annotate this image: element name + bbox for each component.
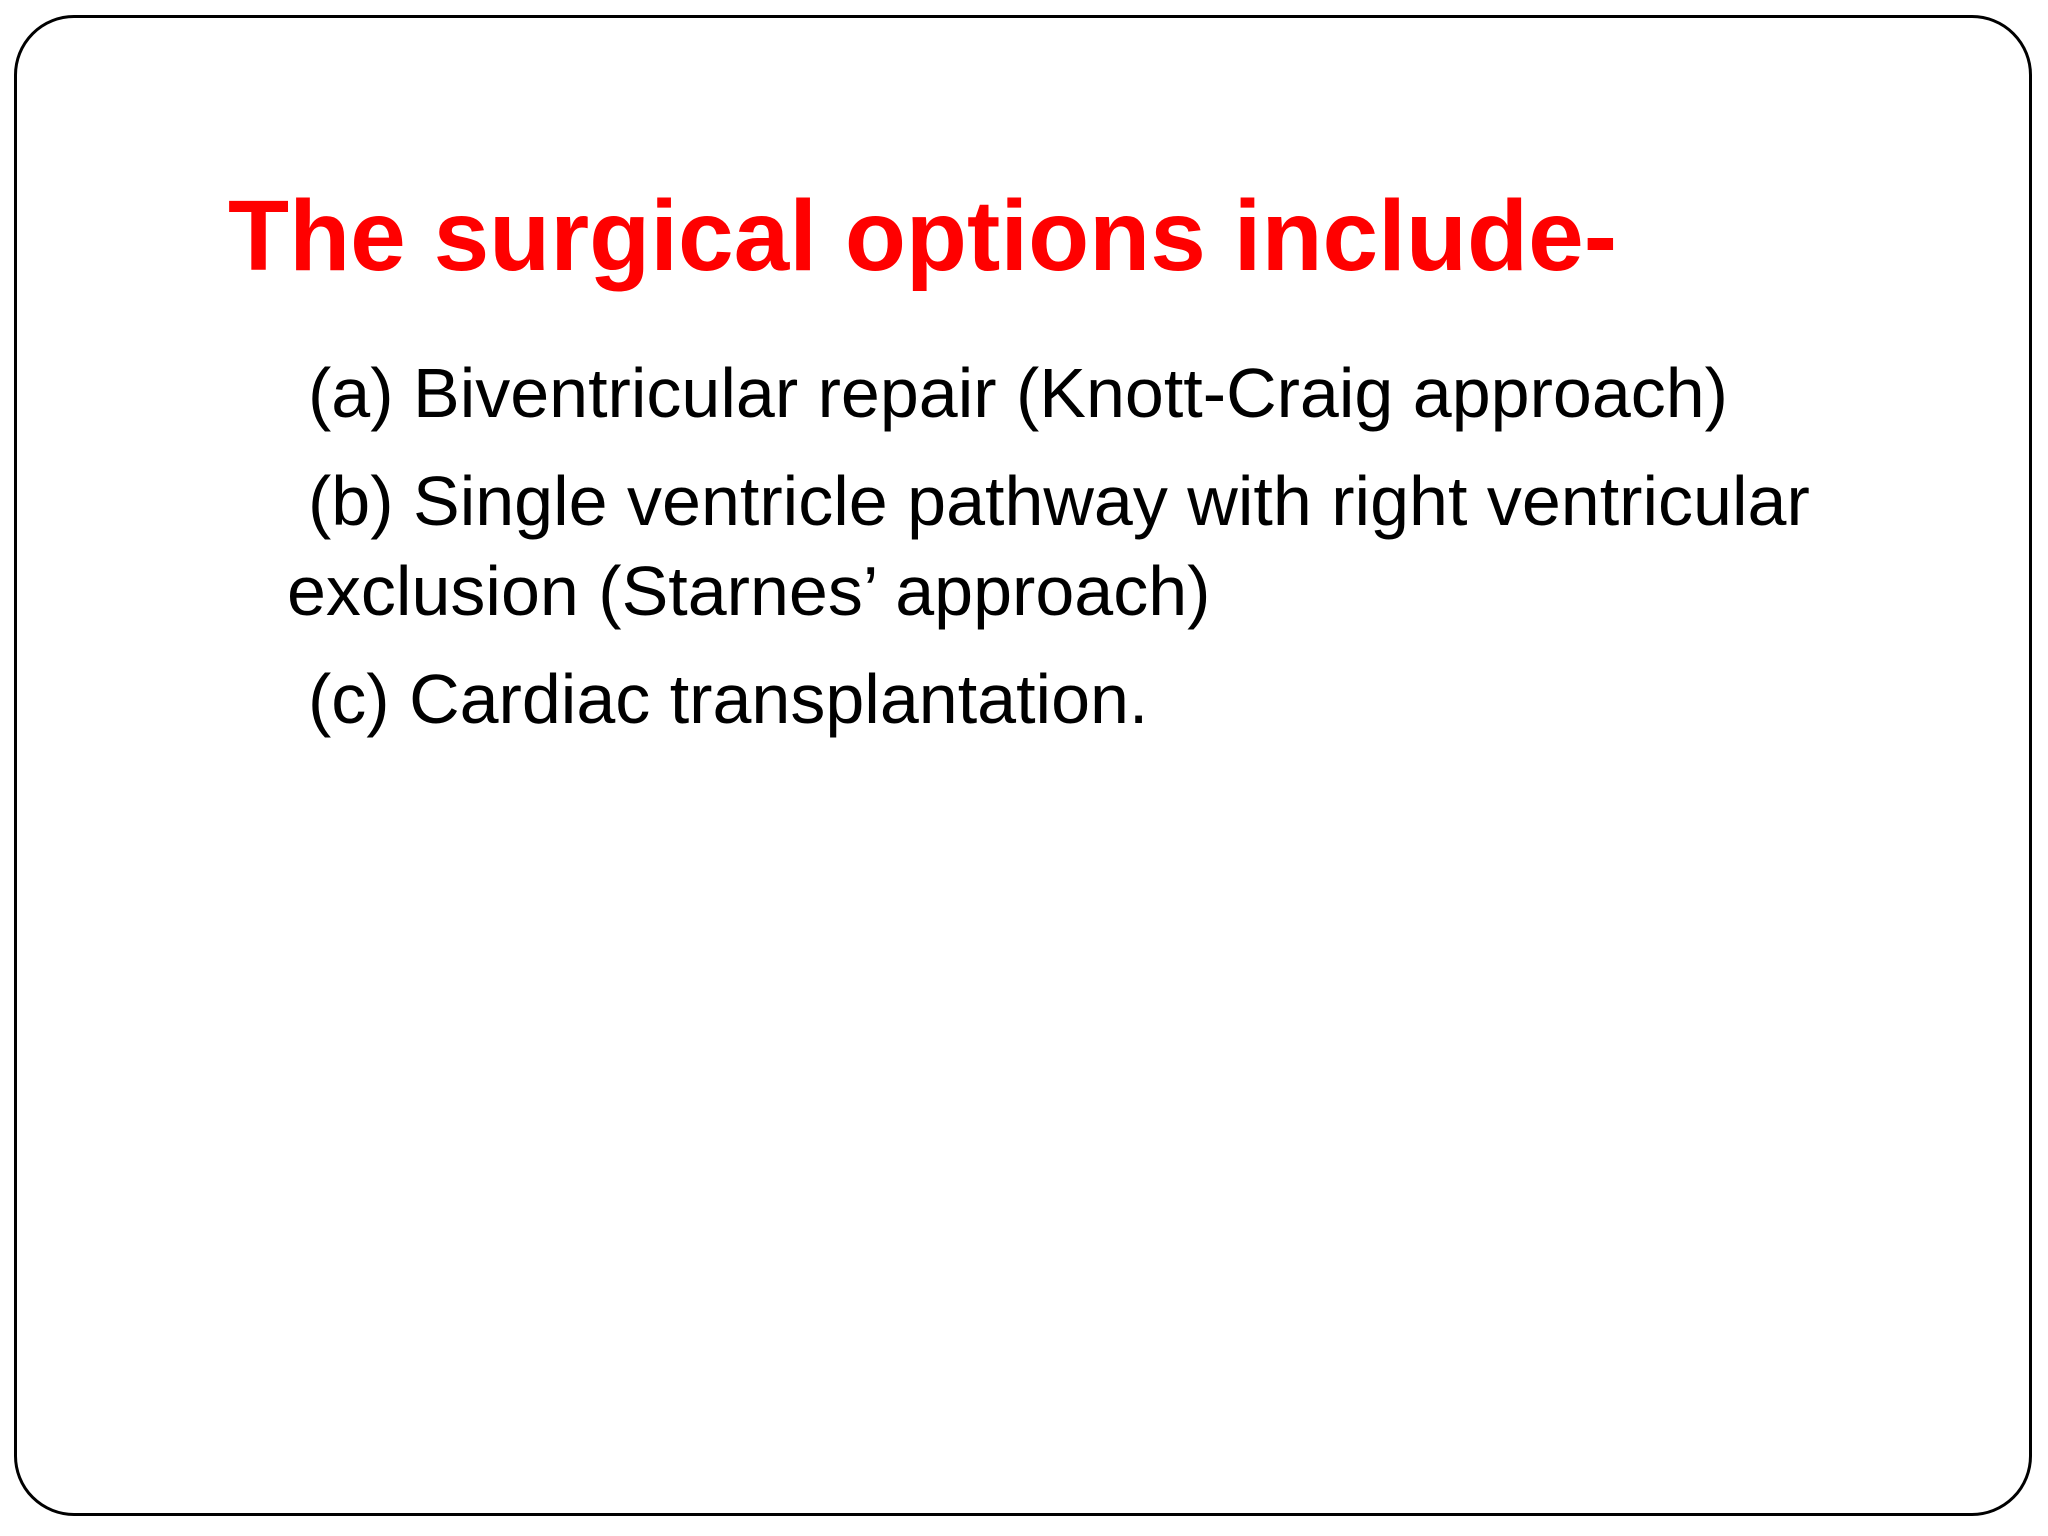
option-c-text: (c) Cardiac transplantation. <box>308 660 1149 738</box>
surgical-options-list <box>287 348 1987 762</box>
option-b <box>287 456 1987 636</box>
option-b-text-line1: (b) Single ventricle pathway with right ventricular <box>308 462 1810 540</box>
slide-title: The surgical options include- <box>228 180 1618 292</box>
option-a <box>287 348 1987 438</box>
option-b-text-line2: exclusion (Starnes’ approach) <box>287 552 1211 630</box>
option-a-text: (a) Biventricular repair (Knott-Craig approach) <box>308 354 1728 432</box>
option-c <box>287 654 1987 744</box>
slide <box>14 15 2032 1516</box>
